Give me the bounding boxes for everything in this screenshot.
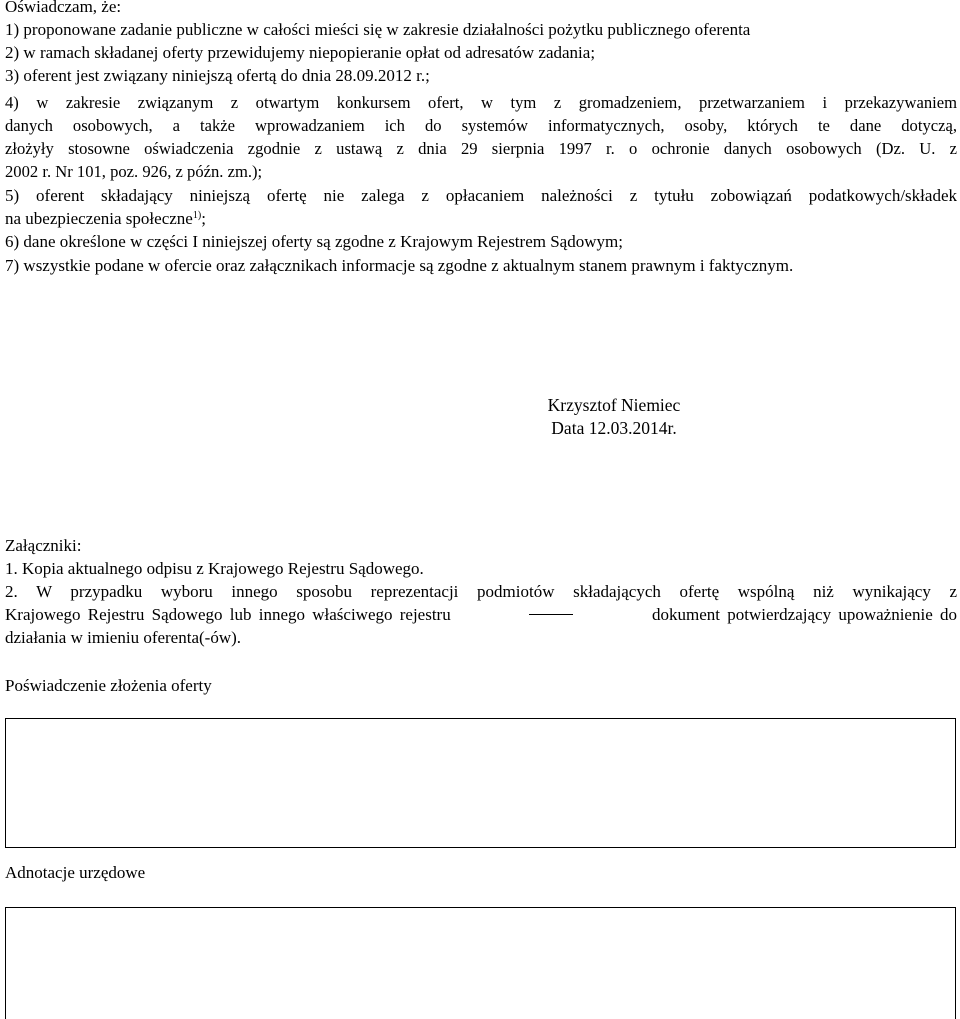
- declaration-heading: Oświadczam, że:: [5, 0, 122, 16]
- declaration-item-4-line-2: danych osobowych, a także wprowadzaniem ich do systemów informatycznych, osoby, których te dane dotyczą,: [5, 116, 957, 135]
- footnote-marker: 1): [192, 210, 202, 221]
- declaration-item-5-end: ;: [201, 209, 206, 228]
- signature-date: Data 12.03.2014r.: [551, 418, 677, 438]
- attachment-2-text-start: Krajowego Rejestru Sądowego lub innego właściwego rejestru: [5, 605, 451, 624]
- declaration-item-5-line-2: [5, 208, 206, 229]
- declaration-item-7: 7) wszystkie podane w ofercie oraz załącznikach informacje są zgodne z aktualnym stanem prawnym i faktycznym.: [5, 256, 794, 275]
- declaration-item-4-line-4: 2002 r. Nr 101, poz. 926, z późn. zm.);: [5, 162, 263, 181]
- attachment-2-text-end: dokument potwierdzający upoważnienie do: [652, 605, 957, 624]
- declaration-item-3: 3) oferent jest związany niniejszą ofertą do dnia 28.09.2012 r.;: [5, 66, 430, 85]
- receipt-box: [5, 718, 956, 848]
- declaration-item-5-text: na ubezpieczenia społeczne: [5, 209, 193, 228]
- receipt-label: Poświadczenie złożenia oferty: [5, 676, 212, 695]
- notes-label: Adnotacje urzędowe: [5, 863, 146, 882]
- attachment-2-line-1: 2. W przypadku wyboru innego sposobu reprezentacji podmiotów składających ofertę wspólną niż wynikający z: [5, 582, 957, 601]
- attachment-2-line-3: działania w imieniu oferenta(-ów).: [5, 628, 242, 647]
- declaration-item-5-line-1: 5) oferent składający niniejszą ofertę nie zalega z opłacaniem należności z tytułu zobowiązań podatkowych/składek: [5, 186, 957, 205]
- declaration-item-4-line-3: złożyły stosowne oświadczenia zgodnie z ustawą z dnia 29 sierpnia 1997 r. o ochronie danych osobowych (Dz. U. z: [5, 139, 957, 158]
- declaration-item-4-line-1: 4) w zakresie związanym z otwartym konkursem ofert, w tym z gromadzeniem, przetwarzaniem i przekazywaniem: [5, 93, 957, 112]
- attachments-heading: Załączniki:: [5, 536, 82, 555]
- em-dash: [529, 614, 573, 615]
- attachment-1: 1. Kopia aktualnego odpisu z Krajowego Rejestru Sądowego.: [5, 559, 424, 578]
- declaration-item-6: 6) dane określone w części I niniejszej oferty są zgodne z Krajowym Rejestrem Sądowym;: [5, 232, 623, 251]
- signature-name: Krzysztof Niemiec: [547, 395, 681, 415]
- declaration-item-2: 2) w ramach składanej oferty przewidujemy niepopieranie opłat od adresatów zadania;: [5, 43, 596, 62]
- attachment-2-line-2: [5, 604, 957, 625]
- notes-box: [5, 907, 956, 1019]
- declaration-item-1: 1) proponowane zadanie publiczne w całości mieści się w zakresie działalności pożytku publicznego oferenta: [5, 20, 751, 39]
